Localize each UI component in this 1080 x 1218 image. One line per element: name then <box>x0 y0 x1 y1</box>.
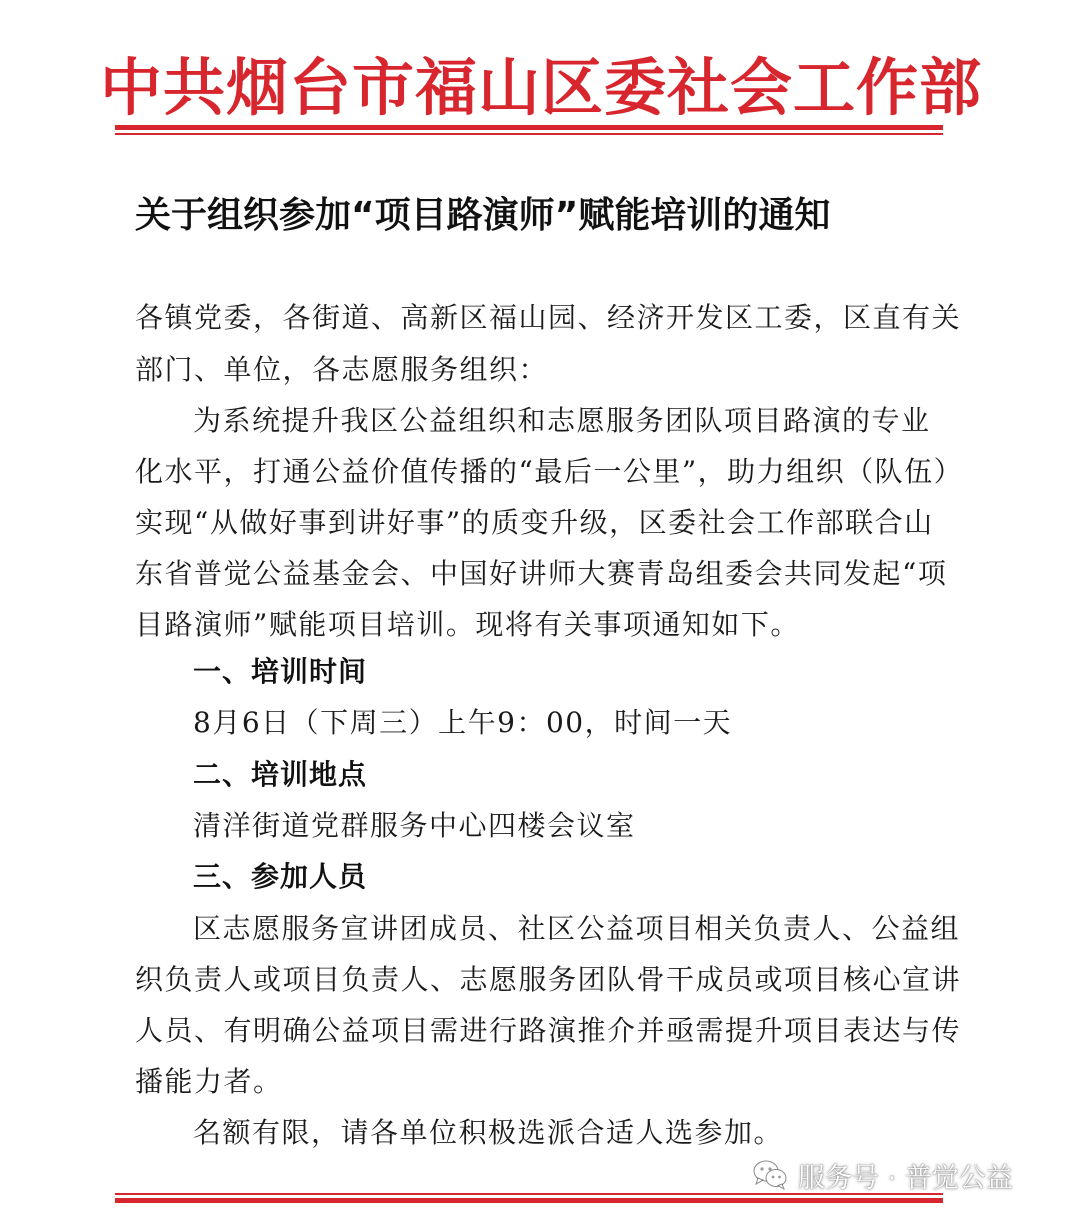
salutation-line: 各镇党委，各街道、高新区福山园、经济开发区工委，区直有关 <box>135 301 962 334</box>
section-line: 织负责人或项目负责人、志愿服务团队骨干成员或项目核心宣讲 <box>135 963 962 996</box>
footer-rule-thin <box>115 1193 943 1195</box>
header-rule-thin <box>115 133 943 135</box>
intro-line: 东省普觉公益基金会、中国好讲师大赛青岛组委会共同发起“项 <box>135 557 948 590</box>
intro-line: 目路演师”赋能项目培训。现将有关事项通知如下。 <box>135 608 800 641</box>
org-header: 中共烟台市福山区委社会工作部 <box>100 51 983 124</box>
intro-line: 为系统提升我区公益组织和志愿服务团队项目路演的专业 <box>193 404 931 437</box>
salutation-line: 部门、单位，各志愿服务组织： <box>135 353 549 386</box>
wechat-icon <box>752 1159 788 1191</box>
closing-line: 名额有限，请各单位积极选派合适人选参加。 <box>193 1116 784 1149</box>
watermark-text: 服务号 · 普觉公益 <box>798 1162 1013 1194</box>
section-line: 播能力者。 <box>135 1065 283 1098</box>
watermark <box>752 1153 1013 1197</box>
section-line: 区志愿服务宣讲团成员、社区公益项目相关负责人、公益组 <box>193 912 961 945</box>
document-title: 关于组织参加“项目路演师”赋能培训的通知 <box>135 195 831 236</box>
section-line: 人员、有明确公益项目需进行路演推介并亟需提升项目表达与传 <box>135 1014 962 1047</box>
header-rule-thick <box>115 125 943 130</box>
intro-line: 实现“从做好事到讲好事”的质变升级，区委社会工作部联合山 <box>135 506 934 539</box>
intro-line: 化水平，打通公益价值传播的“最后一公里”，助力组织（队伍） <box>135 455 964 488</box>
section-heading-participants: 三、参加人员 <box>193 860 368 893</box>
section-line: 清洋街道党群服务中心四楼会议室 <box>193 809 636 842</box>
section-heading-location: 二、培训地点 <box>193 758 368 791</box>
section-heading-time: 一、培训时间 <box>193 655 368 688</box>
section-line: 8月6日（下周三）上午9：00，时间一天 <box>193 706 733 739</box>
footer-rule-thick <box>115 1198 943 1203</box>
